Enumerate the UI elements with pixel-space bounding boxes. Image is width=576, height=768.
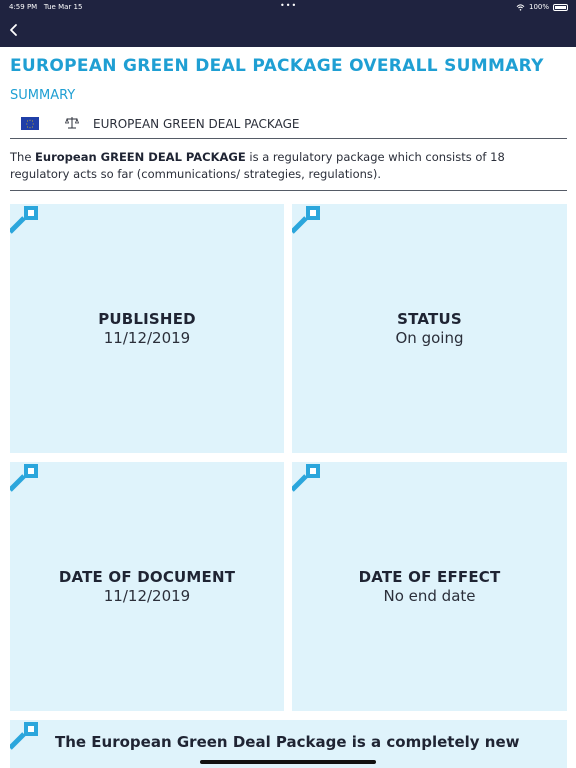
card-label: DATE OF DOCUMENT [58,568,236,586]
corner-marker-icon [292,204,322,234]
status-right [516,3,568,11]
date-of-effect-card[interactable] [292,462,567,711]
card-value: No end date [383,587,476,605]
battery-icon [553,4,568,11]
chevron-left-icon[interactable] [6,20,24,40]
home-indicator[interactable] [200,760,376,764]
description-bold: European GREEN DEAL PACKAGE [35,150,246,164]
card-value: 11/12/2019 [103,587,191,605]
status-date: Tue Mar 15 [43,3,83,11]
battery-percent: 100% [528,3,549,11]
card-value: 11/12/2019 [103,329,191,347]
corner-marker-icon [10,462,40,492]
banner-text: The European Green Deal Package is a completely new [55,733,520,751]
card-label: PUBLISHED [98,310,196,328]
navigation-bar [0,14,576,47]
corner-marker-icon [292,462,322,492]
multitasking-dots[interactable]: ••• [280,1,298,10]
corner-marker-icon [10,204,40,234]
card-value: On going [395,329,464,347]
package-description: The European GREEN DEAL PACKAGE is a regulatory package which consists of 18 regulatory acts so far (communications/ strategies, regulations). [10,150,505,181]
package-label: EUROPEAN GREEN DEAL PACKAGE [93,117,300,131]
published-card[interactable] [10,204,284,453]
card-label: STATUS [397,310,462,328]
status-bar [0,0,576,14]
page-title: EUROPEAN GREEN DEAL PACKAGE OVERALL SUMMARY [10,56,544,76]
eu-flag-icon [21,117,39,130]
section-subtitle: SUMMARY [10,88,76,103]
date-of-document-card[interactable] [10,462,284,711]
corner-marker-icon [10,720,40,750]
status-card[interactable] [292,204,567,453]
divider [10,190,567,191]
card-label: DATE OF EFFECT [358,568,501,586]
wifi-icon [516,4,525,11]
status-time: 4:59 PM Tue Mar 15 [9,3,83,11]
scale-balance-icon [65,116,79,130]
package-row[interactable] [10,112,567,139]
